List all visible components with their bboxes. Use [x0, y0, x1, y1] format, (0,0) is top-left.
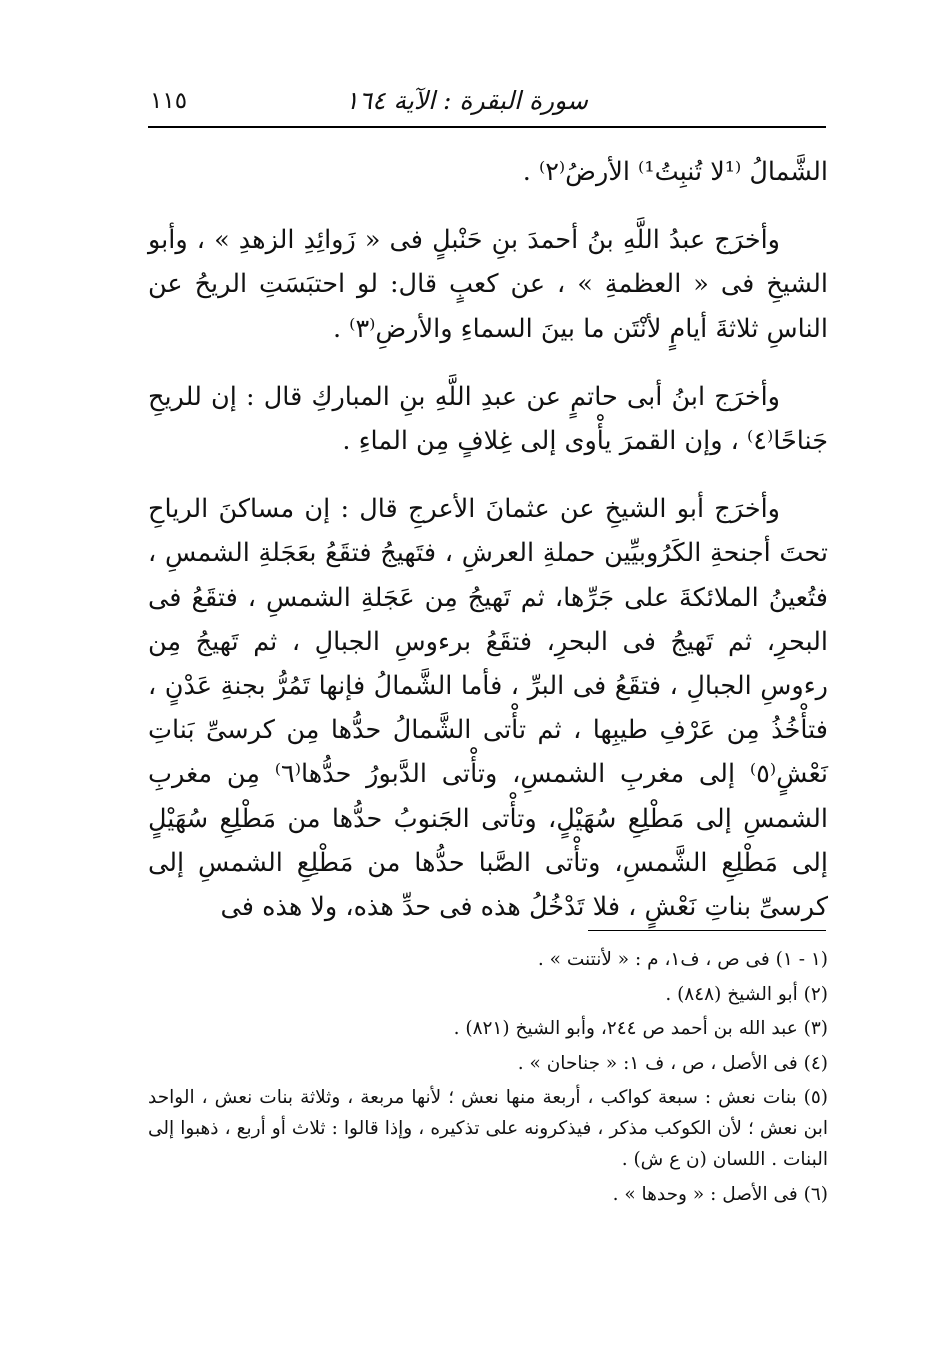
paragraph-2: وأخرَج عبدُ اللَّهِ بنُ أحمدَ بنِ حَنْبلٍ فى « زَوائِدِ الزهدِ » ، وأبو الشيخِ فى « العظمةِ » ، عن كعبٍ قال: لو احتبَسَتِ الريحُ عن الناسِ ثلاثةَ أيامٍ لأنْتَن ما بينَ السماءِ والأرضِ⁽٣⁾ .: [148, 225, 828, 344]
paragraph-3: وأخرَج ابنُ أبى حاتمٍ عن عبدِ اللَّهِ بنِ المباركِ قال : إن للريحِ جَناحًا⁽٤⁾ ، وإن القمرَ يأْوى إلى غِلافٍ مِن الماءِ .: [148, 381, 828, 457]
footnote-4: (٤) فى الأصل ، ص ، ف ١: « جناحان » .: [517, 1052, 828, 1074]
page-number: ١١٥: [150, 88, 188, 114]
running-header: [148, 82, 828, 126]
main-text: [148, 150, 828, 953]
footnote-2: (٢) أبو الشيخ (٨٤٨) .: [665, 983, 828, 1005]
chapter-title: سورة البقرة : الآية ١٦٤: [345, 86, 588, 115]
footnote-6: (٦) فى الأصل : « وحدها » .: [612, 1183, 828, 1205]
footnote-5: (٥) بنات نعش : سبعة كواكب ، أربعة منها نعش ؛ لأنها مربعة ، وثلاثة بنات نعش ، الواحد ابن نعش ؛ لأن الكوكب مذكر ، فيذكرونه على تذكيره ، وإذا قالوا : ثلاث أو أربع ، ذهبوا إلى البنات . اللسان (ن ع ش) .: [148, 1087, 828, 1170]
footnote-rule: [588, 930, 826, 931]
footnote-3: (٣) عبد الله بن أحمد ص ٢٤٤، وأبو الشيخ (٨٢١) .: [453, 1018, 828, 1039]
paragraph-1: الشَّمالُ ⁽¹لا تُنبِتُ¹⁾ الأرضُ⁽٢⁾ .: [522, 157, 828, 187]
footnotes: [148, 944, 828, 1213]
header-rule: [148, 126, 826, 128]
footnote-1: (١ - ١) فى ص ، ف١، م : « لأنتنت » .: [537, 949, 828, 970]
paragraph-4: وأخرَج أبو الشيخِ عن عثمانَ الأعرجِ قال : إن مساكنَ الرياحِ تحتَ أجنحةِ الكَرُوبيِّين حملةِ العرشِ ، فتَهيجُ فتقَعُ بعَجَلةِ الشمسِ ، فتُعينُ الملائكةَ على جَرِّها، ثم تَهيجُ مِن عَجَلةِ الشمسِ ، فتقَعُ فى البحرِ، ثم تَهيجُ فى البحرِ، فتقَعُ برءوسِ الجبالِ ، ثم تَهيجُ مِن رءوسِ الجبالِ ، فتقَعُ فى البرِّ ، فأما الشَّمالُ فإنها تَمُرُّ بجنةِ عَدْنٍ ، فتأْخُذُ مِن عَرْفِ طيبِها ، ثم تأْتى الشَّمالُ حدُّها مِن كرسىِّ بَناتِ نَعْشٍ⁽٥⁾ إلى مغربِ الشمسِ، وتأْتى الدَّبورُ حدُّها⁽٦⁾ مِن مغربِ الشمسِ إلى مَطْلِعِ سُهَيْلٍ، وتأْتى الجَنوبُ حدُّها من مَطْلِعِ سُهَيْلٍ إلى مَطْلِعِ الشَّمسِ، وتأْتى الصَّبا حدُّها من مَطْلِعِ الشمسِ إلى كرسىِّ بناتِ نَعْشٍ ، فلا تَدْخُلُ هذه فى حدِّ هذه، ولا هذه فى: [148, 494, 828, 923]
